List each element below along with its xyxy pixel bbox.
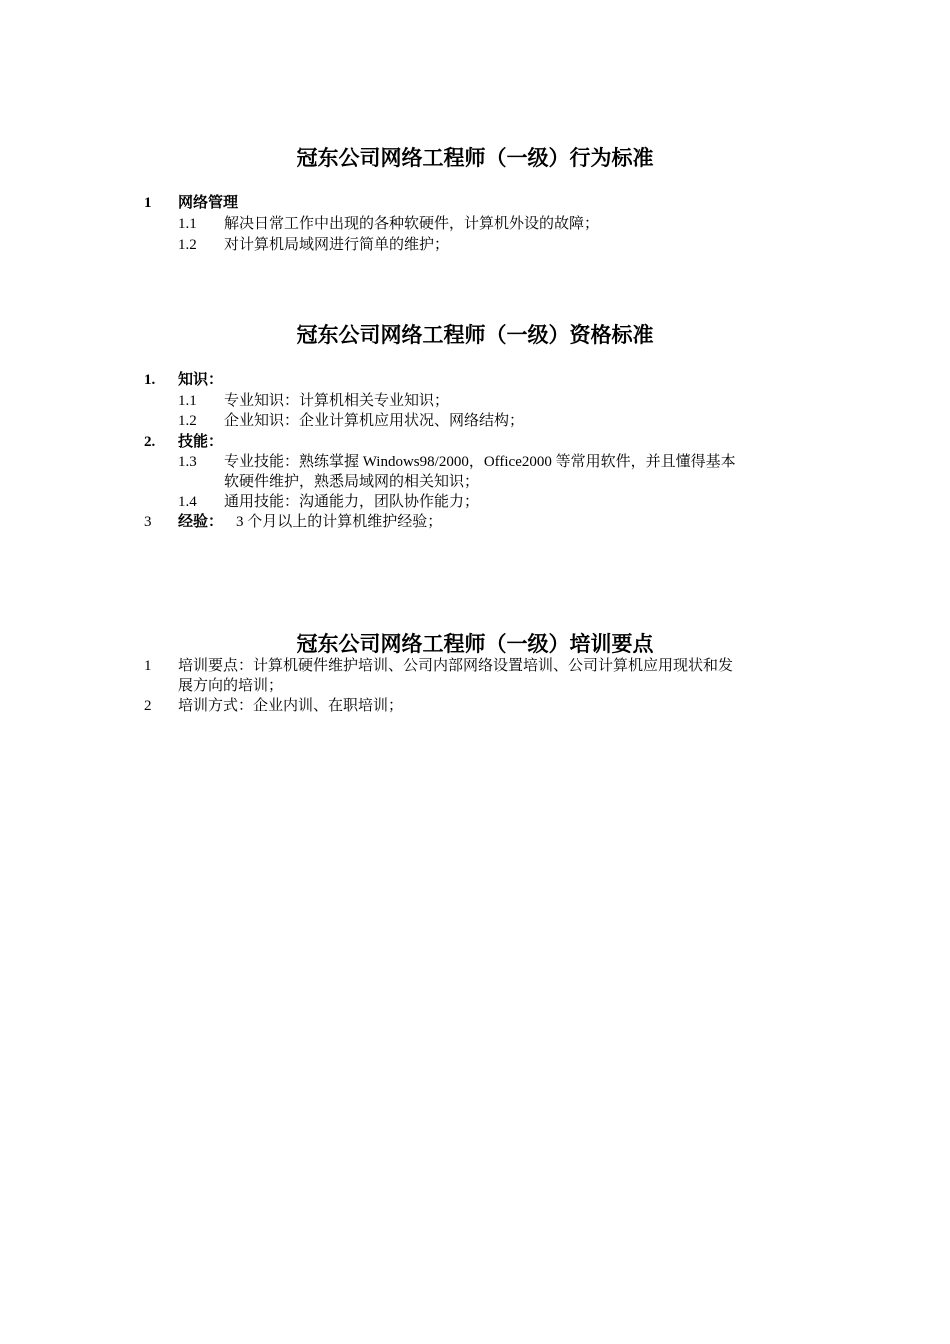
section1-sub2-text: 对计算机局域网进行简单的维护； [224,237,450,253]
section3-item1-line1: 培训要点：计算机硬件维护培训、公司内部网络设置培训、公司计算机应用现状和发 [178,658,734,674]
section1-title: 冠东公司网络工程师（一级）行为标准 [296,146,654,170]
section2-sub4-number: 1.4 [178,494,197,510]
section3-item2-number: 2 [144,698,152,714]
section2-sub4-text: 通用技能：沟通能力，团队协作能力； [224,494,480,510]
section1-item1-label: 网络管理 [178,195,239,211]
section2-item1-label: 知识： [178,372,224,388]
section2-sub2-text: 企业知识：企业计算机应用状况、网络结构； [224,413,525,429]
section2-sub1-number: 1.1 [178,393,197,409]
section1-sub1-text: 解决日常工作中出现的各种软硬件，计算机外设的故障； [224,216,600,232]
section3-item2-text: 培训方式：企业内训、在职培训； [178,698,404,714]
section3-title: 冠东公司网络工程师（一级）培训要点 [296,632,654,656]
section2-sub2-number: 1.2 [178,413,197,429]
section1-item1-number: 1 [144,195,152,211]
section2-title: 冠东公司网络工程师（一级）资格标准 [296,323,654,347]
section2-sub1-text: 专业知识：计算机相关专业知识； [224,393,450,409]
section2-sub3-number: 1.3 [178,454,197,470]
section2-item2-number: 2. [144,434,156,450]
section2-item1-number: 1. [144,372,156,388]
section1-sub2-number: 1.2 [178,237,197,253]
section2-item2-label: 技能： [178,434,224,450]
section2-item3-text: 3 个月以上的计算机维护经验； [236,514,443,530]
section3-item1-line2: 展方向的培训； [178,678,284,694]
section2-item3-number: 3 [144,514,152,530]
section2-item3-label: 经验： [178,514,224,530]
section3-item1-number: 1 [144,658,152,674]
section1-sub1-number: 1.1 [178,216,197,232]
section2-sub3-line1: 专业技能：熟练掌握 Windows98/2000，Office2000 等常用软件，并且懂得基本 [224,454,736,470]
section2-sub3-line2: 软硬件维护，熟悉局域网的相关知识； [224,474,480,490]
